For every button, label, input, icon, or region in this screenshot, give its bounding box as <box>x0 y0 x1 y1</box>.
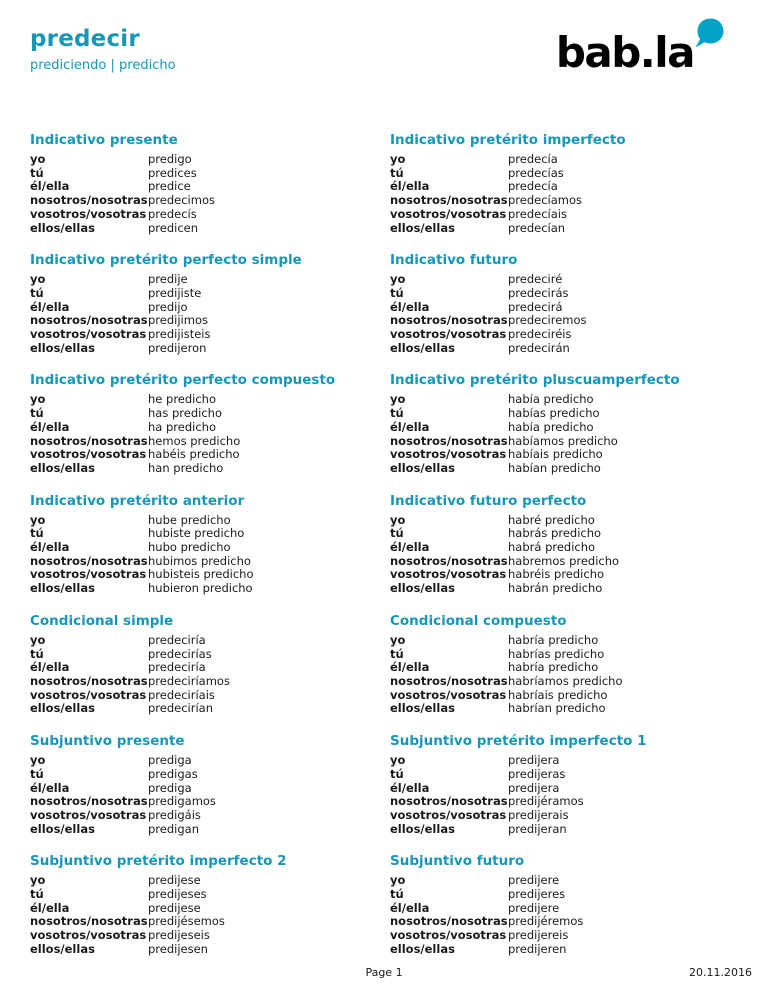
pronoun-label: nosotros/nosotras <box>30 313 148 328</box>
verb-form: habréis predicho <box>508 567 605 582</box>
conjugation-row <box>30 287 390 301</box>
pronoun-label: vosotros/vosotras <box>30 206 147 221</box>
verb-form: predecían <box>508 220 566 235</box>
conjugation-row <box>390 568 738 582</box>
tense-heading: Condicional simple <box>30 612 174 629</box>
pronoun-label: nosotros/nosotras <box>30 914 148 929</box>
verb-form: predecías <box>508 165 564 180</box>
verb-form: había predicho <box>508 392 594 407</box>
conjugation-row <box>30 421 390 435</box>
verb-form: predeciría <box>148 632 206 647</box>
pronoun-label: tú <box>390 766 404 781</box>
verb-form: habrás predicho <box>508 526 602 541</box>
verb-form: predijimos <box>148 313 208 328</box>
tense-heading: Indicativo pretérito perfecto simple <box>30 252 302 269</box>
conjugation-row <box>390 448 738 462</box>
conjugation-row <box>30 342 390 356</box>
verb-form: predijeras <box>508 766 566 781</box>
conjugation-row <box>390 823 738 837</box>
conjugation-row <box>30 407 390 421</box>
conjugation-row <box>390 314 738 328</box>
verb-form: predigáis <box>148 807 201 822</box>
verb-form: hubieron predicho <box>148 581 253 596</box>
pronoun-label: él/ella <box>390 780 430 795</box>
verb-form: predices <box>148 165 197 180</box>
speech-bubble-icon <box>694 18 724 48</box>
pronoun-label: tú <box>30 766 44 781</box>
pronoun-label: yo <box>30 753 46 768</box>
conjugation-row <box>390 462 738 476</box>
pronoun-label: nosotros/nosotras <box>390 553 508 568</box>
pronoun-label: yo <box>390 632 406 647</box>
conjugation-row <box>390 180 738 194</box>
conjugation-row <box>30 273 390 287</box>
conjugation-row <box>390 582 738 596</box>
conjugation-row <box>30 568 390 582</box>
pronoun-label: vosotros/vosotras <box>390 327 507 342</box>
verb-form: habrá predicho <box>508 540 596 555</box>
verb-form: predigamos <box>148 794 216 809</box>
verb-form: predecirían <box>148 701 214 716</box>
pronoun-label: yo <box>390 152 406 166</box>
pronoun-label: ellos/ellas <box>30 340 95 355</box>
tense-heading: Subjuntivo presente <box>30 733 185 750</box>
verb-form: predecís <box>148 206 197 221</box>
conjugation-row <box>30 823 390 837</box>
pronoun-label: nosotros/nosotras <box>30 193 148 208</box>
conjugation-row <box>30 153 390 167</box>
verb-form: predigas <box>148 766 198 781</box>
conjugation-row <box>30 194 390 208</box>
pronoun-label: ellos/ellas <box>390 701 455 716</box>
pronoun-label: nosotros/nosotras <box>390 193 508 208</box>
conjugation-row <box>30 795 390 809</box>
pronoun-label: él/ella <box>30 900 70 915</box>
pronoun-label: ellos/ellas <box>30 821 95 836</box>
verb-form: habías predicho <box>508 406 600 421</box>
conjugation-section <box>30 252 390 355</box>
conjugation-row <box>30 448 390 462</box>
footer-date: 20.11.2016 <box>689 966 752 979</box>
pronoun-label: nosotros/nosotras <box>390 433 508 448</box>
pronoun-label: nosotros/nosotras <box>30 433 148 448</box>
conjugation-row <box>30 702 390 716</box>
conjugation-row <box>30 393 390 407</box>
tense-heading: Indicativo pretérito imperfecto <box>390 132 626 148</box>
verb-form: predeciréis <box>508 327 572 342</box>
pronoun-label: nosotros/nosotras <box>390 914 508 929</box>
verb-form: habríamos predicho <box>508 673 623 688</box>
pronoun-label: vosotros/vosotras <box>390 447 507 462</box>
verb-form: predicen <box>148 220 199 235</box>
pronoun-label: ellos/ellas <box>390 220 455 235</box>
conjugation-row <box>30 167 390 181</box>
conjugation-section <box>30 613 390 716</box>
verb-title: predecir <box>30 26 140 52</box>
pronoun-label: él/ella <box>30 179 70 194</box>
pronoun-label: él/ella <box>30 780 70 795</box>
pronoun-label: él/ella <box>390 660 430 675</box>
verb-form: hubisteis predicho <box>148 567 254 582</box>
verb-form: habré predicho <box>508 512 595 527</box>
verb-form: habrían predicho <box>508 701 606 716</box>
conjugation-section <box>30 733 390 836</box>
verb-form: predecimos <box>148 193 215 208</box>
conjugation-row <box>30 648 390 662</box>
conjugation-row <box>390 943 738 957</box>
conjugation-section <box>390 733 738 836</box>
pronoun-label: tú <box>30 887 44 902</box>
tense-heading: Subjuntivo pretérito imperfecto 1 <box>390 733 647 750</box>
conjugation-row <box>390 555 738 569</box>
conjugation-row <box>30 314 390 328</box>
verb-form: predeciremos <box>508 313 587 328</box>
verb-form: habría predicho <box>508 632 599 647</box>
conjugation-row <box>390 795 738 809</box>
conjugation-row <box>390 393 738 407</box>
verb-form: predijéramos <box>508 794 584 809</box>
pronoun-label: él/ella <box>30 660 70 675</box>
pronoun-label: yo <box>390 272 406 287</box>
conjugation-row <box>30 514 390 528</box>
verb-form: predijere <box>508 900 560 915</box>
pronoun-label: yo <box>30 152 46 166</box>
pronoun-label: yo <box>390 753 406 768</box>
verb-form: predecirá <box>508 299 563 314</box>
verb-form: predeciríais <box>148 687 215 702</box>
pronoun-label: ellos/ellas <box>390 581 455 596</box>
pronoun-label: él/ella <box>390 299 430 314</box>
pronoun-label: él/ella <box>30 299 70 314</box>
conjugation-section <box>390 132 738 235</box>
pronoun-label: vosotros/vosotras <box>30 447 147 462</box>
tense-heading: Indicativo pretérito pluscuamperfecto <box>390 372 680 389</box>
conjugation-row <box>390 634 738 648</box>
conjugation-row <box>390 421 738 435</box>
pronoun-label: nosotros/nosotras <box>30 553 148 568</box>
verb-form: han predicho <box>148 460 224 475</box>
pronoun-label: yo <box>30 512 46 527</box>
conjugation-row <box>390 527 738 541</box>
conjugation-columns <box>30 132 738 974</box>
conjugation-row <box>390 661 738 675</box>
conjugation-row <box>390 407 738 421</box>
verb-form: predijeren <box>508 941 567 956</box>
pronoun-label: él/ella <box>390 419 430 434</box>
conjugation-row <box>390 194 738 208</box>
verb-form: hubimos predicho <box>148 553 251 568</box>
column-left <box>30 132 390 974</box>
verb-form: predijeran <box>508 821 567 836</box>
conjugation-section <box>30 493 390 596</box>
verb-form: predijiste <box>148 285 202 300</box>
pronoun-label: tú <box>390 526 404 541</box>
verb-form: predecirías <box>148 646 212 661</box>
verb-form: predecirán <box>508 340 570 355</box>
verb-form: ha predicho <box>148 419 216 434</box>
pronoun-label: nosotros/nosotras <box>30 794 148 809</box>
pronoun-label: vosotros/vosotras <box>30 327 147 342</box>
verb-form: habríais predicho <box>508 687 608 702</box>
pronoun-label: tú <box>390 646 404 661</box>
pronoun-label: yo <box>390 512 406 527</box>
conjugation-section <box>390 252 738 355</box>
conjugation-row <box>30 527 390 541</box>
conjugation-row <box>390 342 738 356</box>
pronoun-label: vosotros/vosotras <box>30 687 147 702</box>
verb-form: he predicho <box>148 392 217 407</box>
conjugation-row <box>390 754 738 768</box>
conjugation-row <box>390 768 738 782</box>
verb-form: predije <box>148 272 188 287</box>
pronoun-label: ellos/ellas <box>30 460 95 475</box>
conjugation-row <box>390 328 738 342</box>
verb-form: prediga <box>148 780 192 795</box>
pronoun-label: él/ella <box>390 179 430 194</box>
pronoun-label: vosotros/vosotras <box>390 928 507 943</box>
pronoun-label: tú <box>30 526 44 541</box>
verb-form: predijeses <box>148 887 207 902</box>
pronoun-label: yo <box>30 873 46 888</box>
pronoun-label: yo <box>30 392 46 407</box>
verb-form: predeciría <box>148 660 206 675</box>
conjugation-row <box>30 943 390 957</box>
verb-form: predijeseis <box>148 928 210 943</box>
conjugation-row <box>390 153 738 167</box>
conjugation-row <box>390 675 738 689</box>
participles-subtitle: prediciendo | predicho <box>30 58 176 73</box>
conjugation-row <box>30 582 390 596</box>
verb-form: predijese <box>148 900 201 915</box>
verb-form: predeciríamos <box>148 673 230 688</box>
tense-heading: Indicativo futuro perfecto <box>390 492 587 509</box>
verb-form: predijerais <box>508 807 569 822</box>
conjugation-row <box>30 768 390 782</box>
babla-logo <box>555 28 720 77</box>
pronoun-label: él/ella <box>390 540 430 555</box>
conjugation-row <box>390 702 738 716</box>
conjugation-section <box>390 613 738 716</box>
verb-form: habrías predicho <box>508 646 605 661</box>
pronoun-label: tú <box>30 406 44 421</box>
conjugation-row <box>30 915 390 929</box>
conjugation-row <box>390 301 738 315</box>
conjugation-row <box>30 328 390 342</box>
pronoun-label: yo <box>390 873 406 888</box>
conjugation-row <box>390 874 738 888</box>
verb-form: predecía <box>508 179 558 194</box>
conjugation-row <box>390 809 738 823</box>
conjugation-row <box>390 541 738 555</box>
conjugation-row <box>30 301 390 315</box>
pronoun-label: vosotros/vosotras <box>30 928 147 943</box>
pronoun-label: nosotros/nosotras <box>390 673 508 688</box>
pronoun-label: tú <box>390 406 404 421</box>
verb-form: predijisteis <box>148 327 211 342</box>
conjugation-section <box>390 853 738 956</box>
pronoun-label: tú <box>390 887 404 902</box>
verb-form: habían predicho <box>508 460 601 475</box>
conjugation-row <box>30 675 390 689</box>
verb-form: hubo predicho <box>148 540 231 555</box>
conjugation-row <box>390 435 738 449</box>
conjugation-row <box>390 222 738 236</box>
conjugation-row <box>390 915 738 929</box>
conjugation-row <box>390 888 738 902</box>
conjugation-row <box>390 167 738 181</box>
pronoun-label: vosotros/vosotras <box>390 567 507 582</box>
verb-form: predigan <box>148 821 199 836</box>
page-number: Page 1 <box>365 966 403 979</box>
conjugation-section <box>30 853 390 956</box>
conjugation-row <box>30 782 390 796</box>
conjugation-row <box>30 661 390 675</box>
conjugation-row <box>390 648 738 662</box>
verb-form: predijeres <box>508 887 566 902</box>
conjugation-row <box>30 689 390 703</box>
verb-form: predecirás <box>508 285 569 300</box>
conjugation-row <box>30 435 390 449</box>
tense-heading: Condicional compuesto <box>390 612 567 629</box>
conjugation-row <box>30 222 390 236</box>
pronoun-label: tú <box>390 285 404 300</box>
tense-heading: Subjuntivo pretérito imperfecto 2 <box>30 853 287 870</box>
verb-form: predigo <box>148 152 192 166</box>
pronoun-label: nosotros/nosotras <box>30 673 148 688</box>
verb-form: has predicho <box>148 406 222 421</box>
page-header <box>30 26 738 98</box>
conjugation-row <box>30 902 390 916</box>
verb-form: predijésemos <box>148 914 225 929</box>
conjugation-row <box>390 689 738 703</box>
babla-logo-text: bab.la <box>555 28 694 77</box>
conjugation-row <box>390 902 738 916</box>
pronoun-label: él/ella <box>30 540 70 555</box>
conjugation-row <box>30 634 390 648</box>
verb-form: habéis predicho <box>148 447 240 462</box>
pronoun-label: vosotros/vosotras <box>390 807 507 822</box>
conjugation-row <box>30 208 390 222</box>
conjugation-row <box>30 874 390 888</box>
verb-form: predijereis <box>508 928 569 943</box>
pronoun-label: nosotros/nosotras <box>390 794 508 809</box>
pronoun-label: él/ella <box>390 900 430 915</box>
verb-form: predijeron <box>148 340 207 355</box>
conjugation-row <box>30 888 390 902</box>
pronoun-label: yo <box>30 632 46 647</box>
tense-heading: Indicativo presente <box>30 132 178 148</box>
conjugation-row <box>390 782 738 796</box>
pronoun-label: vosotros/vosotras <box>30 807 147 822</box>
pronoun-label: yo <box>30 272 46 287</box>
conjugation-section <box>30 372 390 475</box>
pronoun-label: ellos/ellas <box>390 821 455 836</box>
pronoun-label: tú <box>390 165 404 180</box>
verb-form: hube predicho <box>148 512 231 527</box>
pronoun-label: ellos/ellas <box>390 941 455 956</box>
verb-form: hemos predicho <box>148 433 241 448</box>
verb-form: habíamos predicho <box>508 433 618 448</box>
verb-form: predijéremos <box>508 914 584 929</box>
page-footer <box>0 966 768 980</box>
verb-form: habremos predicho <box>508 553 620 568</box>
pronoun-label: tú <box>30 165 44 180</box>
tense-heading: Indicativo pretérito anterior <box>30 492 245 509</box>
verb-form: prediga <box>148 753 192 768</box>
conjugation-row <box>30 754 390 768</box>
column-right <box>390 132 738 974</box>
pronoun-label: ellos/ellas <box>30 701 95 716</box>
verb-form: predijera <box>508 780 560 795</box>
verb-form: predeciré <box>508 272 563 287</box>
verb-form: habría predicho <box>508 660 599 675</box>
tense-heading: Indicativo futuro <box>390 252 518 269</box>
verb-form: predijere <box>508 873 560 888</box>
conjugation-row <box>390 287 738 301</box>
verb-form: predecíamos <box>508 193 583 208</box>
conjugation-row <box>390 514 738 528</box>
conjugation-section <box>390 493 738 596</box>
tense-heading: Subjuntivo futuro <box>390 853 525 870</box>
verb-form: habíais predicho <box>508 447 603 462</box>
pronoun-label: ellos/ellas <box>390 340 455 355</box>
conjugation-row <box>390 929 738 943</box>
verb-form: predecía <box>508 152 558 166</box>
pronoun-label: tú <box>30 285 44 300</box>
conjugation-row <box>30 462 390 476</box>
pronoun-label: yo <box>390 392 406 407</box>
verb-form: habrán predicho <box>508 581 603 596</box>
conjugation-row <box>30 541 390 555</box>
pronoun-label: vosotros/vosotras <box>30 567 147 582</box>
pronoun-label: tú <box>30 646 44 661</box>
verb-form: hubiste predicho <box>148 526 245 541</box>
verb-form: predijese <box>148 873 201 888</box>
pronoun-label: ellos/ellas <box>30 581 95 596</box>
verb-form: predice <box>148 179 191 194</box>
verb-form: había predicho <box>508 419 594 434</box>
pronoun-label: ellos/ellas <box>30 220 95 235</box>
verb-form: predijesen <box>148 941 208 956</box>
conjugation-section <box>30 132 390 235</box>
conjugation-row <box>30 809 390 823</box>
pronoun-label: ellos/ellas <box>30 941 95 956</box>
pronoun-label: él/ella <box>30 419 70 434</box>
verb-form: predecíais <box>508 206 567 221</box>
pronoun-label: nosotros/nosotras <box>390 313 508 328</box>
conjugation-row <box>30 555 390 569</box>
pronoun-label: vosotros/vosotras <box>390 206 507 221</box>
pronoun-label: ellos/ellas <box>390 460 455 475</box>
conjugation-row <box>390 208 738 222</box>
conjugation-section <box>390 372 738 475</box>
pronoun-label: vosotros/vosotras <box>390 687 507 702</box>
conjugation-row <box>30 180 390 194</box>
conjugation-row <box>30 929 390 943</box>
verb-form: predijo <box>148 299 188 314</box>
conjugation-row <box>390 273 738 287</box>
verb-form: predijera <box>508 753 560 768</box>
tense-heading: Indicativo pretérito perfecto compuesto <box>30 372 336 389</box>
